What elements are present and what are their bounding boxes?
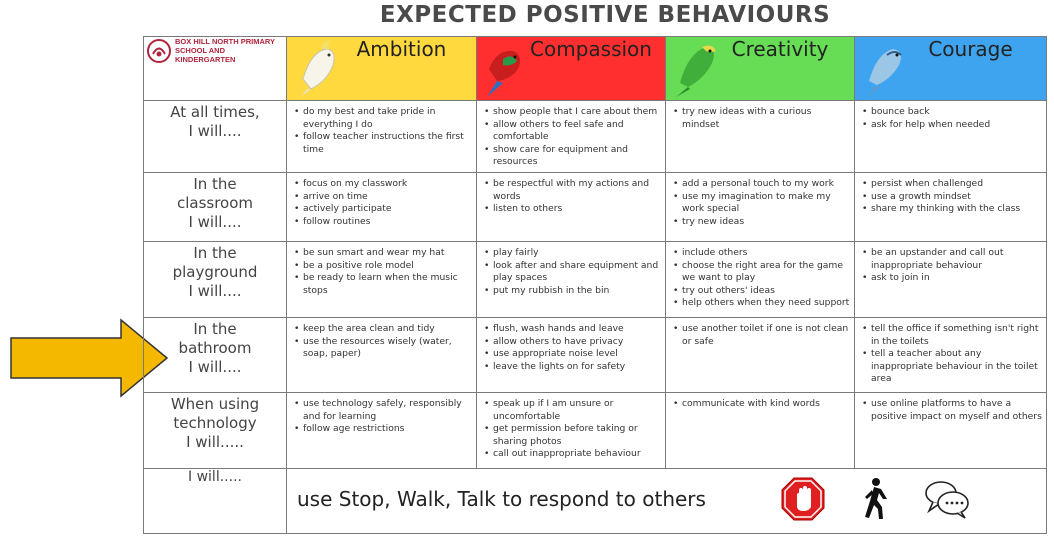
behaviour-item: • allow others to feel safe and comfortable <box>484 119 661 144</box>
footer-text: use Stop, Walk, Talk to respond to others <box>297 487 706 511</box>
row-label-line: technology <box>173 414 257 432</box>
row-label-line: In the <box>193 244 237 262</box>
behaviour-list <box>673 323 850 348</box>
behaviour-list <box>484 106 661 169</box>
behaviour-matrix <box>143 36 1047 534</box>
behaviour-item: • use online platforms to have a positive impact on myself and others <box>862 398 1042 423</box>
behaviour-item: • focus on my classwork <box>294 178 472 191</box>
behaviour-item: • use my imagination to make my work special <box>673 191 850 216</box>
behaviour-list <box>673 247 850 310</box>
behaviour-item: • get permission before taking or sharing photos <box>484 423 661 448</box>
behaviour-item: • persist when challenged <box>862 178 1042 191</box>
cell-compassion <box>477 101 666 173</box>
row-label <box>144 101 287 173</box>
cell-courage <box>855 242 1047 318</box>
behaviour-item: • include others <box>673 247 850 260</box>
cell-ambition <box>287 173 477 242</box>
cell-creativity <box>666 101 855 173</box>
cell-compassion <box>477 318 666 393</box>
page-title: EXPECTED POSITIVE BEHAVIOURS <box>379 2 831 28</box>
cell-ambition <box>287 318 477 393</box>
behaviour-item: • bounce back <box>862 106 1042 119</box>
row-label-line: classroom <box>176 194 254 212</box>
talk-icon <box>923 479 971 519</box>
footer-label: I will..... <box>144 469 287 534</box>
behaviour-item: • arrive on time <box>294 191 472 204</box>
behaviour-item: • flush, wash hands and leave <box>484 323 661 336</box>
behaviour-list <box>484 398 661 461</box>
behaviour-item: • put my rubbish in the bin <box>484 285 661 298</box>
cell-creativity <box>666 393 855 469</box>
footer-statement <box>287 469 1047 534</box>
behaviour-item: • use technology safely, responsibly and for learning <box>294 398 472 423</box>
footer-row <box>144 469 1047 534</box>
behaviour-list <box>294 323 472 361</box>
cell-courage <box>855 101 1047 173</box>
cell-creativity <box>666 173 855 242</box>
behaviour-item: • leave the lights on for safety <box>484 361 661 374</box>
row-label-line: When using <box>170 395 260 413</box>
behaviour-item: • tell a teacher about any inappropriate behaviour in the toilet area <box>862 348 1042 386</box>
budgie-icon <box>861 39 913 99</box>
behaviour-item: • call out inappropriate behaviour <box>484 448 661 461</box>
behaviour-item: • be ready to learn when the music stops <box>294 272 472 297</box>
cockatoo-icon <box>293 39 345 99</box>
value-label-compassion: Compassion <box>530 37 652 61</box>
row-label-line: I will..... <box>186 433 244 451</box>
value-header-compassion <box>477 37 666 101</box>
behaviour-item: • allow others to have privacy <box>484 336 661 349</box>
row-label <box>144 318 287 393</box>
behaviour-list <box>673 178 850 228</box>
school-crest-icon <box>147 39 171 63</box>
behaviour-list <box>294 106 472 156</box>
row-label-line: I will.... <box>188 358 242 376</box>
row-bathroom <box>144 318 1047 393</box>
header-row <box>144 37 1047 101</box>
behaviour-item: • share my thinking with the class <box>862 203 1042 216</box>
row-label-line: bathroom <box>178 339 252 357</box>
school-name <box>175 37 283 64</box>
row-playground <box>144 242 1047 318</box>
cell-compassion <box>477 242 666 318</box>
behaviour-list <box>484 247 661 297</box>
behaviour-item: • use the resources wisely (water, soap, paper) <box>294 336 472 361</box>
cell-courage <box>855 318 1047 393</box>
behaviour-list <box>294 247 472 297</box>
cell-courage <box>855 173 1047 242</box>
behaviour-list <box>294 178 472 228</box>
behaviour-item: • follow age restrictions <box>294 423 472 436</box>
value-label-creativity: Creativity <box>731 37 829 61</box>
value-label-ambition: Ambition <box>356 37 447 61</box>
footer-icons <box>781 477 971 521</box>
behaviour-list <box>673 106 850 131</box>
behaviour-item: • do my best and take pride in everything I do <box>294 106 472 131</box>
school-logo-cell <box>144 37 287 101</box>
row-label <box>144 242 287 318</box>
behaviour-item: • choose the right area for the game we want to play <box>673 260 850 285</box>
value-header-courage <box>855 37 1047 101</box>
behaviour-item: • use appropriate noise level <box>484 348 661 361</box>
behaviour-list <box>673 398 850 411</box>
behaviour-item: • communicate with kind words <box>673 398 850 411</box>
row-label-line: In the <box>193 175 237 193</box>
value-label-courage: Courage <box>928 37 1013 61</box>
behaviour-item: • use another toilet if one is not clean or safe <box>673 323 850 348</box>
row-at-all-times <box>144 101 1047 173</box>
row-label-line: I will.... <box>188 213 242 231</box>
behaviour-item: • be sun smart and wear my hat <box>294 247 472 260</box>
cell-courage <box>855 393 1047 469</box>
row-technology <box>144 393 1047 469</box>
cell-compassion <box>477 173 666 242</box>
cell-creativity <box>666 242 855 318</box>
behaviour-item: • speak up if I am unsure or uncomfortable <box>484 398 661 423</box>
behaviour-list <box>862 323 1042 386</box>
school-name-line1: BOX HILL NORTH PRIMARY <box>175 37 276 46</box>
behaviour-item: • use a growth mindset <box>862 191 1042 204</box>
behaviour-item: • try new ideas <box>673 216 850 229</box>
behaviour-list <box>862 106 1042 131</box>
row-label <box>144 173 287 242</box>
behaviour-item: • try new ideas with a curious mindset <box>673 106 850 131</box>
cell-ambition <box>287 101 477 173</box>
row-label-line: I will.... <box>188 282 242 300</box>
row-label <box>144 393 287 469</box>
row-label-line: playground <box>172 263 258 281</box>
behaviour-item: • follow teacher instructions the first time <box>294 131 472 156</box>
row-classroom <box>144 173 1047 242</box>
behaviour-list <box>484 178 661 216</box>
row-label-line: I will.... <box>188 122 242 140</box>
behaviour-list <box>294 398 472 436</box>
behaviour-item: • listen to others <box>484 203 661 216</box>
value-header-ambition <box>287 37 477 101</box>
behaviour-item: • follow routines <box>294 216 472 229</box>
cell-creativity <box>666 318 855 393</box>
behaviour-item: • be an upstander and call out inappropriate behaviour <box>862 247 1042 272</box>
lorikeet-icon <box>672 39 724 99</box>
cell-compassion <box>477 393 666 469</box>
stop-icon <box>781 477 825 521</box>
behaviour-item: • play fairly <box>484 247 661 260</box>
behaviour-list <box>484 323 661 373</box>
row-label-line: At all times, <box>170 103 260 121</box>
behaviour-item: • actively participate <box>294 203 472 216</box>
behaviour-list <box>862 247 1042 285</box>
cell-ambition <box>287 393 477 469</box>
behaviour-item: • show people that I care about them <box>484 106 661 119</box>
behaviour-item: • show care for equipment and resources <box>484 144 661 169</box>
behaviour-item: • ask to join in <box>862 272 1042 285</box>
school-name-line2: SCHOOL AND KINDERGARTEN <box>175 46 236 64</box>
rosella-icon <box>483 39 535 99</box>
behaviour-item: • be a positive role model <box>294 260 472 273</box>
behaviour-list <box>862 398 1042 423</box>
behaviour-item: • tell the office if something isn't right in the toilets <box>862 323 1042 348</box>
behaviour-list <box>862 178 1042 216</box>
cell-ambition <box>287 242 477 318</box>
behaviour-item: • keep the area clean and tidy <box>294 323 472 336</box>
behaviour-item: • add a personal touch to my work <box>673 178 850 191</box>
behaviour-item: • ask for help when needed <box>862 119 1042 132</box>
behaviour-item: • be respectful with my actions and words <box>484 178 661 203</box>
behaviour-item: • look after and share equipment and play spaces <box>484 260 661 285</box>
walk-icon <box>859 477 889 521</box>
behaviour-item: • try out others' ideas <box>673 285 850 298</box>
value-header-creativity <box>666 37 855 101</box>
behaviour-item: • help others when they need support <box>673 297 850 310</box>
row-label-line: In the <box>193 320 237 338</box>
